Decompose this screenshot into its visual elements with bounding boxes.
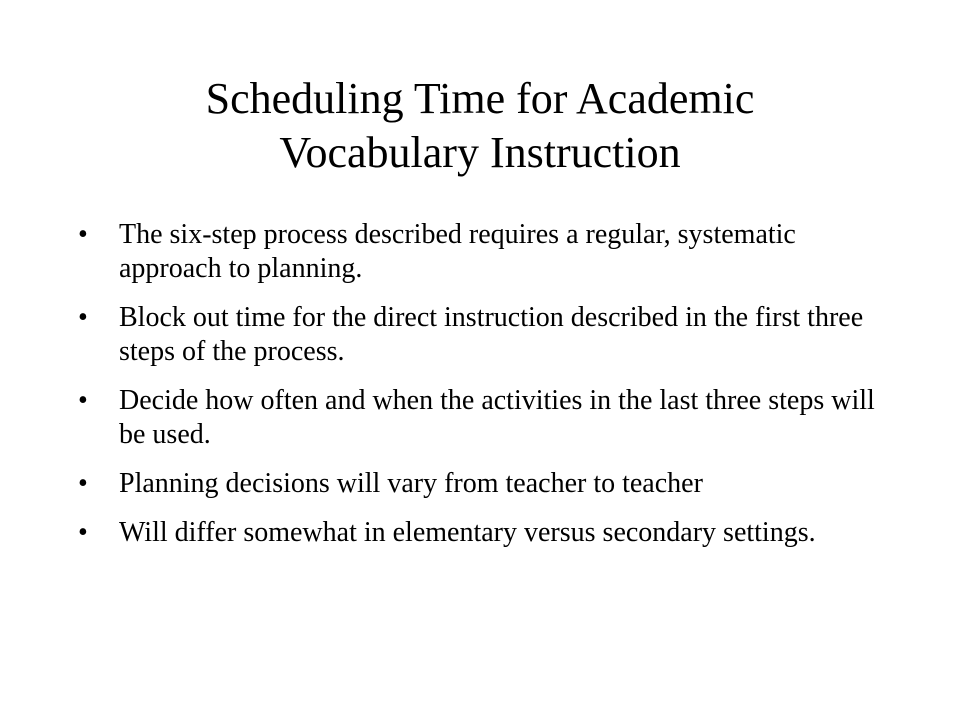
bullet-text: Will differ somewhat in elementary versus secondary settings.	[119, 517, 816, 548]
bullet-item	[78, 301, 878, 369]
bullet-item	[78, 467, 878, 501]
bullet-text: The six-step process described requires a regular, systematic approach to planning.	[119, 219, 796, 284]
bullet-item	[78, 384, 878, 452]
slide-title-line-2: Vocabulary Instruction	[279, 128, 681, 177]
bullet-dot-icon: •	[78, 468, 88, 499]
bullet-text: Block out time for the direct instruction described in the first three steps of the process.	[119, 302, 864, 367]
bullet-item	[78, 218, 878, 286]
bullet-item	[78, 516, 878, 550]
bullet-dot-icon: •	[78, 302, 88, 333]
bullet-text: Decide how often and when the activities in the last three steps will be used.	[119, 385, 875, 450]
bullet-list	[78, 218, 878, 565]
slide-title	[80, 72, 880, 180]
bullet-dot-icon: •	[78, 517, 88, 548]
bullet-dot-icon: •	[78, 385, 88, 416]
slide-title-line-1: Scheduling Time for Academic	[205, 74, 755, 123]
bullet-text: Planning decisions will vary from teacher to teacher	[119, 468, 703, 499]
bullet-dot-icon: •	[78, 219, 88, 250]
